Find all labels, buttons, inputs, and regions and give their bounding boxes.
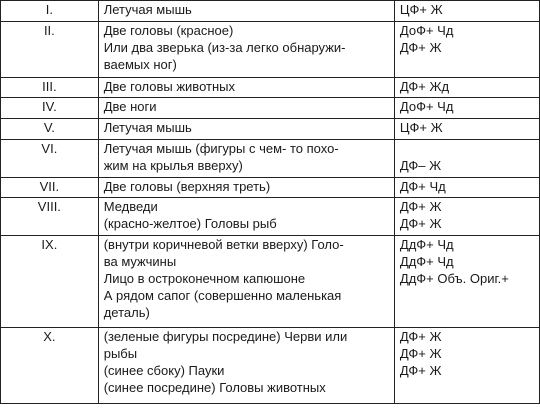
response-text: ва мужчины [103,254,177,269]
response-cell [98,140,394,178]
response-text: (зеленые фигуры посредине) Черви или [103,329,348,344]
response-text: (внутри коричневой ветки вверху) Голо- [103,237,344,252]
response-text: Летучая мышь [103,2,192,17]
table-row [1,78,540,98]
card-number-text: III. [42,79,57,94]
scoring-cell [394,78,539,98]
response-cell [98,328,394,404]
scoring-text: ЦФ+ Ж [399,2,443,17]
response-text: Две головы животных [103,79,235,94]
scoring-text: ДоФ+ Чд [399,99,454,114]
card-number-text: II. [43,23,55,38]
response-text: Две головы (верхняя треть) [103,179,271,194]
scoring-cell [394,119,539,140]
card-number-text: IX. [41,237,58,252]
scoring-cell [394,140,539,178]
scoring-text: ДФ+ Ж [399,346,442,361]
response-text: деталь) [103,305,150,320]
response-text: А рядом сапог (совершенно маленькая [103,288,342,303]
scoring-text: ДФ+ Ж [399,216,442,231]
scoring-text: ДФ+ Чд [399,179,446,194]
response-text: Летучая мышь (фигуры с чем- то похо- [103,141,339,156]
response-text: (красно-желтое) Головы рыб [103,216,277,231]
response-cell [98,119,394,140]
table-row [1,98,540,119]
scoring-text: ДФ+ Ж [399,40,442,55]
card-number [1,328,99,404]
scoring-text [400,140,534,157]
table-row [1,1,540,22]
response-text: Две головы (красное) [103,23,234,38]
card-number [1,1,99,22]
response-text: рыбы [103,346,138,361]
card-number-text: X. [43,329,56,344]
response-text: (синее сбоку) Пауки [103,363,225,378]
card-number-text: VIII. [37,199,61,214]
scoring-text: ДФ+ Ж [399,363,442,378]
response-cell [98,78,394,98]
response-cell [98,236,394,328]
response-cell [98,178,394,198]
scoring-text: ДФ+ Ж [399,329,442,344]
scoring-cell [394,236,539,328]
table-row [1,140,540,178]
response-text: Лицо в остроконечном капюшоне [103,271,306,286]
table-row [1,198,540,236]
card-number [1,236,99,328]
table-row [1,178,540,198]
card-number-text: I. [45,2,53,17]
card-number-text: VI. [41,141,58,156]
scoring-cell [394,178,539,198]
table-row [1,328,540,404]
scoring-text: ДоФ+ Чд [399,23,454,38]
card-number [1,22,99,78]
scoring-text: ДФ+ Ж [399,199,442,214]
response-text: Летучая мышь [103,120,192,135]
response-cell [98,22,394,78]
scoring-text: ДдФ+ Чд [399,237,454,252]
scoring-cell [394,328,539,404]
card-number [1,78,99,98]
scoring-text: ДФ– Ж [399,158,442,173]
scoring-text: ДФ+ Жд [399,79,450,94]
card-number [1,178,99,198]
card-number-text: V. [43,120,55,135]
scoring-cell [394,98,539,119]
card-number [1,119,99,140]
card-number [1,198,99,236]
scoring-cell [394,198,539,236]
response-text: (синее посредине) Головы животных [103,380,326,395]
table-row [1,22,540,78]
response-text: ваемых ног) [103,57,177,72]
card-number-text: IV. [42,99,57,114]
response-cell [98,198,394,236]
scoring-text: ЦФ+ Ж [399,120,443,135]
response-text: Две ноги [103,99,157,114]
card-number [1,140,99,178]
card-number [1,98,99,119]
response-cell [98,1,394,22]
response-cell [98,98,394,119]
scoring-text: ДдФ+ Чд [399,254,454,269]
response-text: Медведи [103,199,158,214]
response-text: Или два зверька (из-за легко обнаружи- [103,40,346,55]
table-row [1,119,540,140]
scoring-text: ДдФ+ Объ. Ориг.+ [399,271,509,286]
table-row [1,236,540,328]
scoring-cell [394,1,539,22]
response-text: жим на крылья вверху) [103,158,243,173]
card-number-text: VII. [39,179,60,194]
scoring-cell [394,22,539,78]
